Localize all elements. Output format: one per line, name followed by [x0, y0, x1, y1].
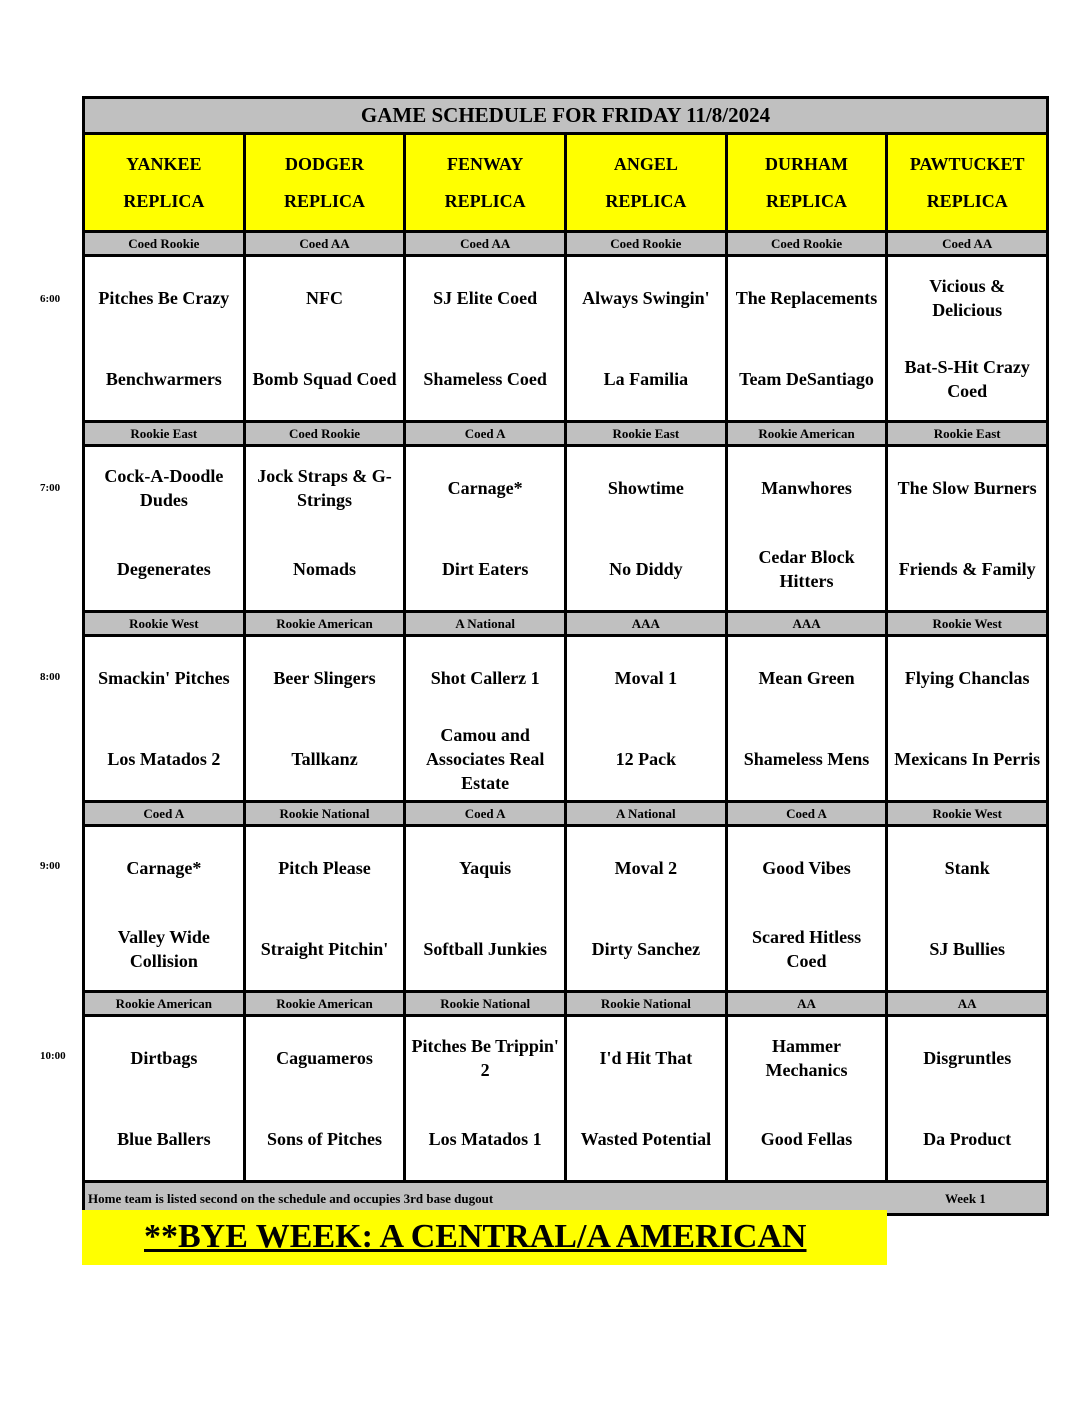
- time-block: [85, 803, 1046, 993]
- week-label: Week 1: [945, 1191, 986, 1206]
- schedule-table: [82, 96, 1049, 1216]
- away-team: Hammer Mechanics: [765, 1035, 848, 1080]
- home-team: Nomads: [293, 559, 357, 580]
- division-label: Coed A: [728, 803, 886, 824]
- game-row: [85, 827, 1046, 990]
- field-name: DURHAM: [765, 153, 849, 174]
- division-label: Rookie National: [246, 803, 404, 824]
- game-cell: [728, 1017, 886, 1180]
- field-type: REPLICA: [284, 190, 366, 211]
- division-label: A National: [406, 613, 564, 634]
- game-cell: [85, 1017, 243, 1180]
- bye-week-text: **BYE WEEK: A CENTRAL/A AMERICAN: [144, 1218, 807, 1255]
- division-label: Rookie West: [888, 613, 1046, 634]
- away-team: SJ Elite Coed: [433, 287, 538, 308]
- field-pawtucket: [888, 135, 1046, 230]
- game-cell: [567, 447, 725, 610]
- home-team: Mexicans In Perris: [894, 749, 1041, 770]
- game-cell: [406, 827, 564, 990]
- division-row: [85, 233, 1046, 257]
- division-label: Coed Rookie: [728, 233, 886, 254]
- away-team: Stank: [944, 857, 990, 878]
- home-team-note: Home team is listed second on the schedule and occupies 3rd base dugout: [88, 1191, 494, 1206]
- away-team: Yaquis: [459, 857, 512, 878]
- field-durham: [728, 135, 886, 230]
- home-team: Cedar Block Hitters: [758, 547, 855, 592]
- home-team: 12 Pack: [615, 749, 677, 770]
- away-team: Disgruntles: [923, 1047, 1012, 1068]
- home-team: SJ Bullies: [929, 939, 1005, 960]
- game-cell: [888, 447, 1046, 610]
- field-type: REPLICA: [766, 190, 848, 211]
- away-team: Smackin' Pitches: [98, 667, 230, 688]
- time-label: 9:00: [40, 860, 61, 872]
- away-team: Always Swingin': [582, 287, 710, 308]
- game-row: [85, 637, 1046, 800]
- away-team: Jock Straps & G-Strings: [257, 465, 392, 510]
- home-team: Scared Hitless Coed: [751, 927, 862, 972]
- home-team: Team DeSantiago: [739, 369, 874, 390]
- field-name: FENWAY: [447, 153, 524, 174]
- division-label: Coed Rookie: [85, 233, 243, 254]
- division-label: Rookie National: [406, 993, 564, 1014]
- away-team: Pitches Be Trippin' 2: [411, 1035, 559, 1080]
- division-row: [85, 613, 1046, 637]
- away-team: Beer Slingers: [273, 667, 376, 688]
- field-name: ANGEL: [613, 153, 678, 174]
- away-team: Shot Callerz 1: [430, 667, 540, 688]
- division-label: Rookie West: [888, 803, 1046, 824]
- division-label: Rookie West: [85, 613, 243, 634]
- division-label: Coed Rookie: [246, 423, 404, 444]
- bye-week-banner: [82, 1210, 887, 1265]
- field-type: REPLICA: [605, 190, 687, 211]
- field-angel: [567, 135, 725, 230]
- home-team: Softball Junkies: [423, 939, 547, 960]
- home-team: La Familia: [603, 369, 689, 390]
- away-team: Pitches Be Crazy: [98, 287, 230, 308]
- game-cell: [567, 637, 725, 800]
- away-team: Manwhores: [761, 477, 852, 498]
- home-team: Da Product: [923, 1129, 1012, 1150]
- game-cell: [888, 1017, 1046, 1180]
- away-team: Pitch Please: [278, 857, 371, 878]
- time-blocks: [85, 233, 1046, 1183]
- away-team: Mean Green: [758, 667, 855, 688]
- time-label: 7:00: [40, 482, 61, 494]
- home-team: Blue Ballers: [117, 1129, 211, 1150]
- field-fenway: [406, 135, 564, 230]
- game-cell: [246, 447, 404, 610]
- game-cell: [406, 257, 564, 420]
- field-header-row: [85, 135, 1046, 233]
- away-team: The Replacements: [735, 287, 878, 308]
- field-name: PAWTUCKET: [909, 153, 1025, 174]
- game-cell: [728, 827, 886, 990]
- division-label: Coed AA: [406, 233, 564, 254]
- division-label: Rookie East: [888, 423, 1046, 444]
- home-team: Shameless Coed: [423, 369, 547, 390]
- game-cell: [406, 637, 564, 800]
- time-label: 6:00: [40, 293, 61, 305]
- division-label: Rookie East: [567, 423, 725, 444]
- home-team: Valley Wide Collision: [117, 927, 210, 972]
- division-row: [85, 993, 1046, 1017]
- game-cell: [567, 1017, 725, 1180]
- division-label: A National: [567, 803, 725, 824]
- field-type: REPLICA: [926, 190, 1008, 211]
- game-cell: [728, 637, 886, 800]
- home-team: Shameless Mens: [743, 749, 870, 770]
- division-label: Coed AA: [246, 233, 404, 254]
- game-row: [85, 1017, 1046, 1180]
- schedule-title: GAME SCHEDULE FOR FRIDAY 11/8/2024: [85, 99, 1046, 135]
- division-label: Coed A: [406, 423, 564, 444]
- home-team: Dirty Sanchez: [591, 939, 701, 960]
- away-team: Good Vibes: [762, 857, 851, 878]
- division-label: Coed A: [85, 803, 243, 824]
- home-team: Benchwarmers: [105, 369, 222, 390]
- division-label: Rookie American: [85, 993, 243, 1014]
- division-label: Rookie American: [246, 993, 404, 1014]
- division-label: Rookie East: [85, 423, 243, 444]
- away-team: Carnage*: [126, 857, 202, 878]
- game-cell: [85, 827, 243, 990]
- game-cell: [728, 257, 886, 420]
- away-team: Vicious & Delicious: [929, 275, 1006, 320]
- time-label: 8:00: [40, 671, 61, 683]
- game-cell: [567, 827, 725, 990]
- division-label: Coed A: [406, 803, 564, 824]
- home-team: Los Matados 1: [428, 1129, 542, 1150]
- time-block: [85, 423, 1046, 613]
- away-team: Carnage*: [447, 477, 523, 498]
- game-cell: [85, 447, 243, 610]
- game-cell: [406, 1017, 564, 1180]
- game-cell: [246, 257, 404, 420]
- away-team: Dirtbags: [130, 1047, 198, 1068]
- game-cell: [888, 637, 1046, 800]
- home-team: Sons of Pitches: [267, 1129, 383, 1150]
- game-cell: [728, 447, 886, 610]
- division-label: Coed Rookie: [567, 233, 725, 254]
- away-team: Showtime: [607, 477, 684, 498]
- time-block: [85, 233, 1046, 423]
- game-row: [85, 447, 1046, 610]
- time-label: 10:00: [40, 1050, 66, 1062]
- division-label: Rookie American: [246, 613, 404, 634]
- division-label: AAA: [728, 613, 886, 634]
- away-team: I'd Hit That: [599, 1047, 693, 1068]
- field-type: REPLICA: [444, 190, 526, 211]
- home-team: Bomb Squad Coed: [252, 369, 397, 390]
- division-label: AA: [728, 993, 886, 1014]
- home-team: Degenerates: [116, 559, 211, 580]
- division-label: Rookie National: [567, 993, 725, 1014]
- field-yankee: [85, 135, 243, 230]
- away-team: Moval 2: [614, 857, 678, 878]
- home-team: Friends & Family: [898, 559, 1036, 580]
- game-cell: [85, 257, 243, 420]
- time-block: [85, 613, 1046, 803]
- field-dodger: [246, 135, 404, 230]
- game-cell: [888, 257, 1046, 420]
- game-cell: [888, 827, 1046, 990]
- away-team: Flying Chanclas: [904, 667, 1030, 688]
- game-cell: [246, 827, 404, 990]
- away-team: Moval 1: [614, 667, 678, 688]
- division-label: AA: [888, 993, 1046, 1014]
- division-row: [85, 423, 1046, 447]
- home-team: Wasted Potential: [580, 1129, 712, 1150]
- division-label: Coed AA: [888, 233, 1046, 254]
- field-type: REPLICA: [123, 190, 205, 211]
- home-team: Camou and Associates Real Estate: [425, 725, 545, 794]
- time-block: [85, 993, 1046, 1183]
- schedule-footer: [85, 1183, 1046, 1213]
- game-cell: [567, 257, 725, 420]
- game-cell: [246, 1017, 404, 1180]
- home-team: Bat-S-Hit Crazy Coed: [904, 357, 1030, 402]
- game-cell: [85, 637, 243, 800]
- home-team: Tallkanz: [291, 749, 358, 770]
- game-cell: [246, 637, 404, 800]
- division-row: [85, 803, 1046, 827]
- home-team: No Diddy: [609, 559, 683, 580]
- division-label: AAA: [567, 613, 725, 634]
- game-cell: [406, 447, 564, 610]
- home-team: Los Matados 2: [107, 749, 221, 770]
- home-team: Straight Pitchin': [260, 939, 389, 960]
- division-label: Rookie American: [728, 423, 886, 444]
- field-name: YANKEE: [126, 153, 202, 174]
- game-row: [85, 257, 1046, 420]
- home-team: Good Fellas: [760, 1129, 853, 1150]
- away-team: Caguameros: [276, 1047, 373, 1068]
- field-name: DODGER: [285, 153, 365, 174]
- away-team: Cock-A-Doodle Dudes: [104, 465, 224, 510]
- home-team: Dirt Eaters: [441, 559, 529, 580]
- away-team: The Slow Burners: [897, 477, 1037, 498]
- away-team: NFC: [306, 287, 343, 308]
